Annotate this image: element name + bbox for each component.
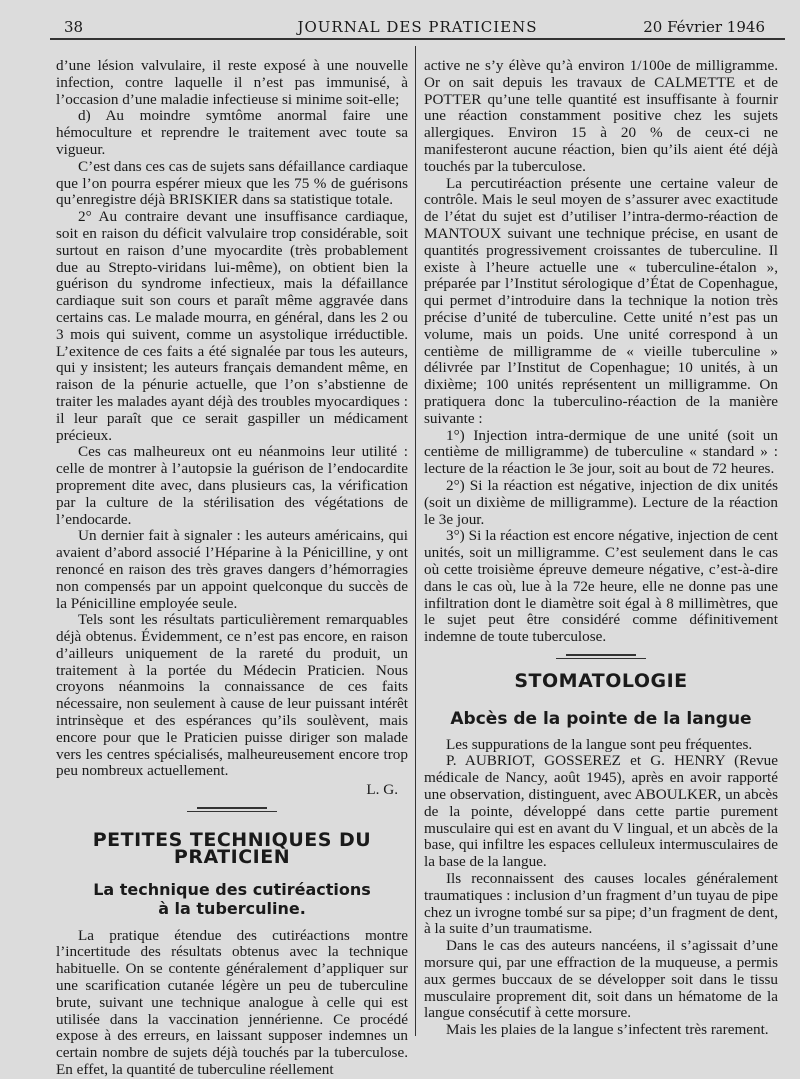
author-signature: L. G.: [366, 781, 398, 799]
paragraph: Mais les plaies de la langue s’infectent très rarement.: [446, 1021, 769, 1039]
paragraph: active ne s’y élève qu’à environ 1/100e de milligramme. Or on sait depuis les travaux de CALMETTE et de POTTER qu’une telle quantité est insuffisante à fournir une réaction constamment positive chez les sujets allergiques. Environ 15 à 20 % de ceux-ci ne manifesteront aucune réaction, bien qu’ils aient été déjà touchés par la tuberculose.: [424, 57, 778, 175]
paragraph: 3°) Si la réaction est encore négative, injection de cent unités, soit un milligramme. C’est seulement dans le cas où cette troisième épreuve demeure négative, c’est-à-dire dans le cas où, lue à la 72e heure, elle ne donne pas une infiltration dont le diamètre soit égal à 8 millimètres, que le sujet peut être considéré comme définitivement indemne de toute tuberculose.: [424, 527, 778, 646]
left-column: [56, 58, 408, 1079]
paragraph: Ils reconnaissent des causes locales généralement traumatiques : inclusion d’un fragment d’un tuyau de pipe chez un ivrogne tombé sur sa pipe; d’un fragment de dent, à la suite d’un traumatisme.: [424, 870, 778, 938]
section-title: PETITES TECHNIQUES DU PRATICIEN: [92, 829, 372, 868]
paragraph: Les suppurations de la langue sont peu fréquentes.: [446, 735, 753, 753]
issue-date: 20 Février 1946: [643, 18, 765, 36]
paragraph: Dans le cas des auteurs nancéens, il s’agissait d’une morsure qui, par une effraction de la muqueuse, a permis aux germes buccaux de se développer soit dans le tissu musculaire proprement dit, soit dans un hématome de la langue consécutif à cette morsure.: [424, 937, 778, 1022]
section-rule: [187, 811, 277, 812]
paragraph: La percutiréaction présente une certaine valeur de contrôle. Mais le seul moyen de s’assurer avec exactitude de l’état du sujet est d’utiliser l’intra-dermo-réaction de MANTOUX suivant une technique précise, en usant de quantités progressivement croissantes de tuberculine. Il existe à l’heure actuelle une « tuberculine-étalon », préparée par l’Institut sérologique d’État de Copenhague, qui permet d’introduire dans la technique la notion très précise d’unité de tuberculine. Cette unité n’est pas un volume, mais un poids. Une unité correspond à un centième de milligramme de « vieille tuberculine » délivrée par l’Institut de Copenhague; 10 unités, à un dixième; 100 unités représentent un milligramme. On pratiquera donc la tuberculino-réaction de la manière suivante :: [424, 174, 778, 427]
paragraph: Tels sont les résultats particulièrement remarquables déjà obtenus. Évidemment, ce n’est pas encore, en raison d’ailleurs uniquement de la rareté du produit, un traitement à la portée du Médecin Praticien. Nous croyons néanmoins la connaissance de ces faits nécessaire, non seulement à cause de leur puissant intérêt intrinsèque et des espérances qu’ils soulèvent, mais encore pour que le Praticien puisse diriger son malade vers les centres spécialisés, malheureusement encore trop peu nombreux actuellement.: [56, 611, 408, 780]
paragraph: La pratique étendue des cutiréactions montre l’incertitude des résultats obtenus avec la technique habituelle. On se contente généralement d’appliquer sur une scarification cutanée légère un peu de tuberculine brute, suivant une technique analogue à celle qui est utilisée dans la vaccination jennérienne. Ce procédé expose à des erreurs, en laissant supposer indemnes un certain nombre de sujets déjà touchés par la tuberculose. En effet, la quantité de tuberculine réellement: [56, 926, 408, 1079]
paragraph: Ces cas malheureux ont eu néanmoins leur utilité : celle de montrer à l’autopsie la guérison de l’endocardite proprement dite avec, dans plusieurs cas, la vérification par la culture de la stérilisation des végétations de l’endocarde.: [56, 443, 408, 528]
article-title: Abcès de la pointe de la langue: [450, 708, 752, 729]
section-rule: [566, 654, 636, 656]
right-column: [424, 58, 778, 1039]
paragraph: d’une lésion valvulaire, il reste exposé à une nouvelle infection, contre laquelle il n’est pas immunisé, à l’occasion d’une maladie infectieuse si minime soit-elle;: [56, 57, 408, 108]
column-divider: [415, 46, 416, 1036]
paragraph: Un dernier fait à signaler : les auteurs américains, qui avaient d’abord associé l’Héparine à la Pénicilline, y ont renoncé en raison des très graves dangers d’hémorragies non compensés par un appoint quelconque du succès de la Pénicilline employée seule.: [56, 527, 408, 612]
article-title-line: La technique des cutiréactions: [93, 879, 371, 899]
section-rule: [556, 658, 646, 659]
paragraph: C’est dans ces cas de sujets sans défaillance cardiaque que l’on pourra espérer mieux que les 75 % de guérisons qu’enregistre déjà BRISKIER dans sa statistique totale.: [56, 157, 408, 209]
section-title: STOMATOLOGIE: [514, 669, 688, 692]
paragraph: 2°) Si la réaction est négative, injection de dix unités (soit un dixième de milligramme). Lecture de la réaction le 3e jour.: [424, 476, 778, 528]
paragraph: P. AUBRIOT, GOSSEREZ et G. HENRY (Revue médicale de Nancy, août 1945), après en avoir rapporté une observation, distinguent, avec ABOULKER, un abcès de la pointe, développé dans cette partie purement musculaire qui est en avant du V lingual, et un abcès de la base, qui infiltre les espaces celluleux intermusculaires de la base de la langue.: [424, 752, 778, 871]
section-rule: [197, 807, 267, 809]
page-header: [50, 12, 785, 40]
paragraph: 2° Au contraire devant une insuffisance cardiaque, soit en raison du déficit valvulaire trop considérable, soit surtout en raison d’une myocardite (très probablement due au Strepto-viridans lui-même), on obtient bien la guérison du syndrome infectieux, mais la défaillance cardiaque suit son cours et paraît même aggravée dans certains cas. Le malade mourra, en général, dans les 2 ou 3 mois qui suivent, comme un asystolique irréductible. L’exitence de ces faits a été signalée par tous les auteurs, qui y insistent; les auteurs français demandent même, en raison de la pénurie actuelle, que l’on s’abstienne de traiter les malades ayant déjà des troubles myocardiques : il leur paraît que ce serait gaspiller un médicament précieux.: [56, 208, 408, 444]
paragraph: 1°) Injection intra-dermique de une unité (soit un centième de milligramme) de tuberculine « standard » : lecture de la réaction le 3e jour, soit au bout de 72 heures.: [424, 426, 778, 478]
article-title: [56, 880, 408, 918]
paragraph: d) Au moindre symtôme anormal faire une hémoculture et reprendre le traitement avec toute sa vigueur.: [56, 107, 408, 158]
page-number: 38: [64, 18, 84, 36]
article-title-line: à la tuberculine.: [158, 898, 306, 918]
journal-title: JOURNAL DES PRATICIENS: [297, 18, 538, 36]
